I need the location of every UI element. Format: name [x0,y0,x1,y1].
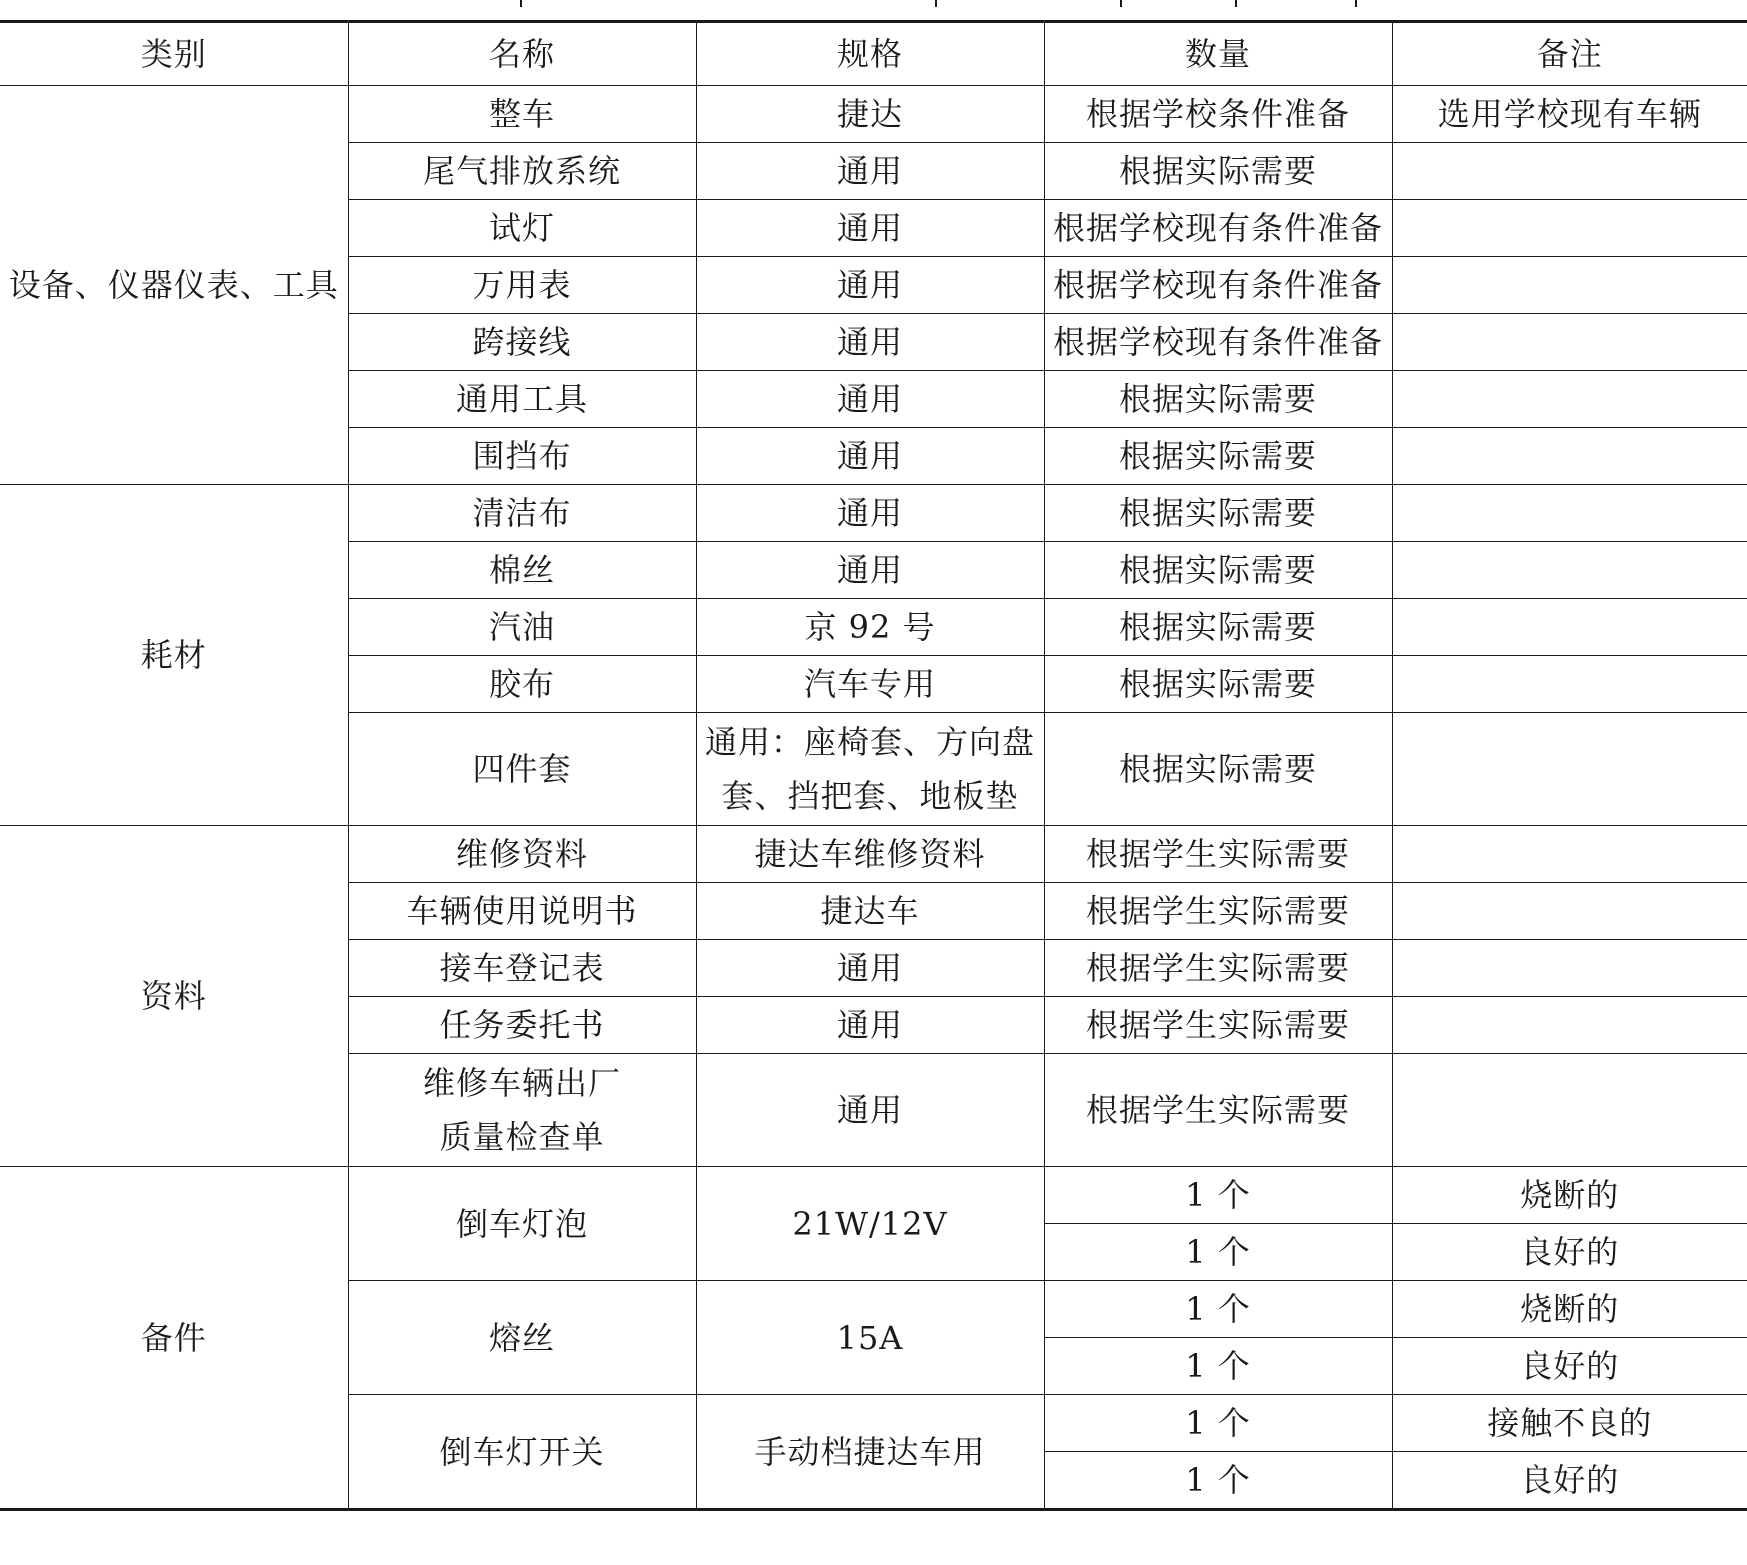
note-cell [1392,485,1747,542]
name-cell: 整车 [348,86,696,143]
equipment-table [0,20,1747,1511]
header-category: 类别 [0,22,348,86]
name-cell: 任务委托书 [348,997,696,1054]
caption-fragment-mark [520,0,522,7]
header-spec: 规格 [696,22,1044,86]
quantity-cell: 根据实际需要 [1044,656,1392,713]
spec-cell: 通用 [696,371,1044,428]
table-row [0,86,1747,143]
name-cell: 棉丝 [348,542,696,599]
note-cell [1392,1054,1747,1167]
spec-cell: 通用 [696,143,1044,200]
name-cell: 汽油 [348,599,696,656]
note-cell [1392,883,1747,940]
category-cell: 设备、仪器仪表、工具 [0,86,348,485]
note-cell: 选用学校现有车辆 [1392,86,1747,143]
category-cell: 资料 [0,826,348,1167]
spec-cell: 通用 [696,1054,1044,1167]
note-cell [1392,826,1747,883]
name-cell: 胶布 [348,656,696,713]
note-cell: 烧断的 [1392,1167,1747,1224]
spec-cell: 通用 [696,314,1044,371]
quantity-cell: 根据学校现有条件准备 [1044,314,1392,371]
name-cell: 万用表 [348,257,696,314]
spec-cell: 捷达车 [696,883,1044,940]
name-cell: 尾气排放系统 [348,143,696,200]
quantity-cell: 1 个 [1044,1395,1392,1452]
caption-fragment-mark [1235,0,1237,7]
spec-cell: 21W/12V [696,1167,1044,1281]
note-cell [1392,257,1747,314]
category-cell: 备件 [0,1167,348,1510]
quantity-cell: 1 个 [1044,1281,1392,1338]
note-cell [1392,542,1747,599]
quantity-cell: 1 个 [1044,1338,1392,1395]
name-cell: 维修车辆出厂质量检查单 [348,1054,696,1167]
name-cell: 跨接线 [348,314,696,371]
note-cell [1392,314,1747,371]
spec-cell: 捷达 [696,86,1044,143]
cropped-caption-fragment [0,0,1747,22]
name-cell: 通用工具 [348,371,696,428]
caption-fragment-mark [1120,0,1122,7]
quantity-cell: 根据实际需要 [1044,143,1392,200]
note-cell [1392,371,1747,428]
spec-cell: 京 92 号 [696,599,1044,656]
quantity-cell: 根据实际需要 [1044,713,1392,826]
category-cell: 耗材 [0,485,348,826]
header-quantity: 数量 [1044,22,1392,86]
spec-cell: 通用 [696,428,1044,485]
note-cell: 良好的 [1392,1452,1747,1510]
name-cell: 倒车灯泡 [348,1167,696,1281]
spec-cell: 15A [696,1281,1044,1395]
quantity-cell: 根据实际需要 [1044,428,1392,485]
note-cell [1392,143,1747,200]
spec-cell: 通用：座椅套、方向盘套、挡把套、地板垫 [696,713,1044,826]
quantity-cell: 1 个 [1044,1452,1392,1510]
quantity-cell: 根据学校现有条件准备 [1044,257,1392,314]
table-row [0,826,1747,883]
note-cell [1392,200,1747,257]
name-cell: 维修资料 [348,826,696,883]
header-note: 备注 [1392,22,1747,86]
caption-fragment-mark [1355,0,1357,7]
note-cell [1392,997,1747,1054]
quantity-cell: 1 个 [1044,1224,1392,1281]
quantity-cell: 根据实际需要 [1044,599,1392,656]
name-cell: 围挡布 [348,428,696,485]
caption-fragment-mark [935,0,937,7]
quantity-cell: 根据实际需要 [1044,371,1392,428]
quantity-cell: 根据学校现有条件准备 [1044,200,1392,257]
quantity-cell: 根据学生实际需要 [1044,883,1392,940]
spec-cell: 通用 [696,940,1044,997]
note-cell [1392,940,1747,997]
quantity-cell: 根据实际需要 [1044,485,1392,542]
quantity-cell: 1 个 [1044,1167,1392,1224]
table-row [0,485,1747,542]
note-cell [1392,599,1747,656]
name-cell: 试灯 [348,200,696,257]
note-cell: 良好的 [1392,1224,1747,1281]
note-cell [1392,713,1747,826]
name-cell: 清洁布 [348,485,696,542]
spec-cell: 手动档捷达车用 [696,1395,1044,1510]
note-cell: 良好的 [1392,1338,1747,1395]
quantity-cell: 根据学生实际需要 [1044,997,1392,1054]
name-cell: 四件套 [348,713,696,826]
quantity-cell: 根据学生实际需要 [1044,826,1392,883]
header-name: 名称 [348,22,696,86]
note-cell: 接触不良的 [1392,1395,1747,1452]
quantity-cell: 根据学生实际需要 [1044,940,1392,997]
spec-cell: 通用 [696,257,1044,314]
name-cell: 熔丝 [348,1281,696,1395]
note-cell [1392,656,1747,713]
table-row [0,1167,1747,1224]
note-cell: 烧断的 [1392,1281,1747,1338]
spec-cell: 通用 [696,542,1044,599]
name-cell: 倒车灯开关 [348,1395,696,1510]
spec-cell: 汽车专用 [696,656,1044,713]
name-cell: 接车登记表 [348,940,696,997]
quantity-cell: 根据学生实际需要 [1044,1054,1392,1167]
quantity-cell: 根据实际需要 [1044,542,1392,599]
spec-cell: 通用 [696,200,1044,257]
spec-cell: 捷达车维修资料 [696,826,1044,883]
spec-cell: 通用 [696,485,1044,542]
table-header-row [0,22,1747,86]
spec-cell: 通用 [696,997,1044,1054]
quantity-cell: 根据学校条件准备 [1044,86,1392,143]
name-cell: 车辆使用说明书 [348,883,696,940]
note-cell [1392,428,1747,485]
